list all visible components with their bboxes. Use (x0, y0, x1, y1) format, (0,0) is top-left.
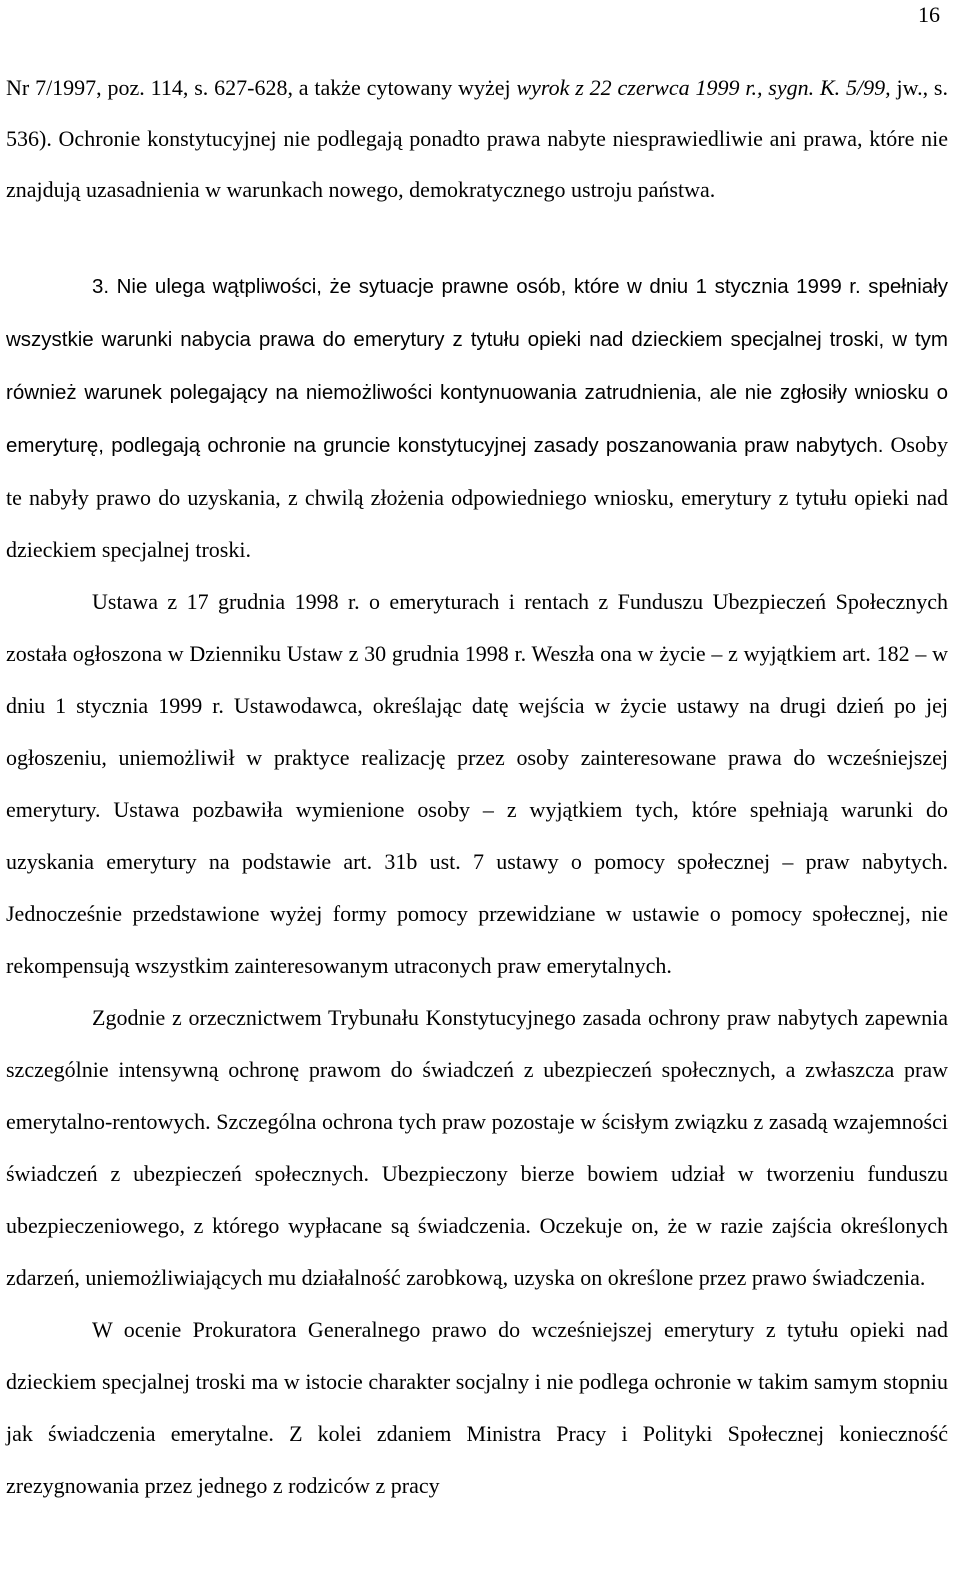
paragraph-prosecutor-opinion: W ocenie Prokuratora Generalnego prawo do wcześniejszej emerytury z tytułu opieki nad dzieckiem specjalnej troski ma w istocie charakter socjalny i nie podlega ochronie w takim samym stopniu jak świadczenia emerytalne. Z kolei zdaniem Ministra Pracy i Polityki Społecznej konieczność zrezygnowania przez jednego z rodziców z pracy (6, 1317, 948, 1498)
page-number: 16 (918, 2, 940, 27)
citation-tail: jw., s. 536). Ochronie konstytucyjnej nie podlegają ponadto prawa nabyte niesprawiedliwie ani prawa, które nie znajdują uzasadnienia w warunkach nowego, demokratycznego ustroju państwa. (6, 75, 948, 202)
section-3-text-cont: Osoby te nabyły prawo do uzyskania, z chwilą złożenia odpowiedniego wniosku, emerytury z tytułu opieki nad dzieckiem specjalnej troski. (6, 432, 948, 562)
citation-italic: wyrok z 22 czerwca 1999 r., sygn. K. 5/99, (516, 75, 891, 100)
document-body (6, 62, 948, 1512)
citation-text: Nr 7/1997, poz. 114, s. 627-628, a także cytowany wyżej (6, 75, 517, 100)
section-gap (6, 215, 948, 260)
paragraph-section-3 (6, 260, 948, 576)
paragraph-tribunal-case-law: Zgodnie z orzecznictwem Trybunału Konstytucyjnego zasada ochrony praw nabytych zapewnia szczególnie intensywną ochronę prawom do świadczeń z ubezpieczeń społecznych, a zwłaszcza praw emerytalno-rentowych. Szczególna ochrona tych praw pozostaje w ścisłym związku z zasadą wzajemności świadczeń z ubezpieczeń społecznych. Ubezpieczony bierze bowiem udział w tworzeniu funduszu ubezpieczeniowego, z którego wypłacane są świadczenia. Oczekuje on, że w razie zajścia określonych zdarzeń, uniemożliwiających mu działalność zarobkową, uzyska on określone przez prawo świadczenia. (6, 1005, 948, 1290)
paragraph-act-of-1998: Ustawa z 17 grudnia 1998 r. o emeryturach i rentach z Funduszu Ubezpieczeń Społecznych została ogłoszona w Dzienniku Ustaw z 30 grudnia 1998 r. Weszła ona w życie – z wyjątkiem art. 182 – w dniu 1 stycznia 1999 r. Ustawodawca, określając datę wejścia w życie ustawy na drugi dzień po jej ogłoszeniu, uniemożliwił w praktyce realizację przez osoby zainteresowane prawa do wcześniejszej emerytury. Ustawa pozbawiła wymienione osoby – z wyjątkiem tych, które spełniają warunki do uzyskania emerytury na podstawie art. 31b ust. 7 ustawy o pomocy społecznej – praw nabytych. Jednocześnie przedstawione wyżej formy pomocy przewidziane w ustawie o pomocy społecznej, nie rekompensują wszystkim zainteresowanym utraconych praw emerytalnych. (6, 589, 948, 978)
section-3-text: 3. Nie ulega wątpliwości, że sytuacje prawne osób, które w dniu 1 stycznia 1999 r. spełniały wszystkie warunki nabycia prawa do emerytury z tytułu opieki nad dzieckiem specjalnej troski, w tym również warunek polegający na niemożliwości kontynuowania zatrudnienia, ale nie zgłosiły wniosku o emeryturę, podlegają ochronie na gruncie konstytucyjnej zasady poszanowania praw nabytych. (6, 275, 948, 457)
paragraph-citation-continuation (6, 62, 948, 215)
